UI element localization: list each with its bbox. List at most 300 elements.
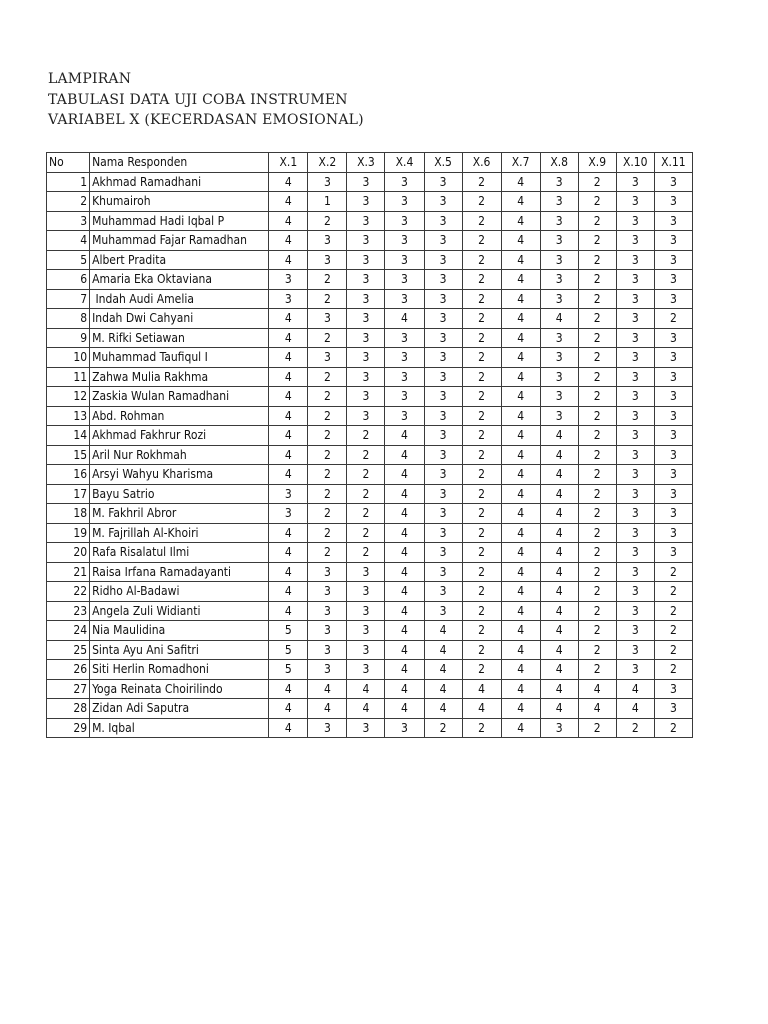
score-x6: 4 (462, 699, 501, 719)
score-x8: 3 (540, 231, 578, 251)
column-header-no: No (47, 153, 90, 173)
respondent-name: Khumairoh (90, 192, 269, 212)
score-x6: 2 (462, 367, 501, 387)
score-x10: 3 (616, 465, 654, 485)
score-x8: 4 (540, 504, 578, 524)
score-x5: 3 (424, 250, 462, 270)
score-x3: 4 (347, 699, 385, 719)
score-x9: 2 (578, 172, 616, 192)
score-x6: 2 (462, 640, 501, 660)
score-x4: 3 (385, 270, 424, 290)
row-number: 11 (47, 367, 90, 387)
score-x4: 3 (385, 387, 424, 407)
score-x8: 3 (540, 387, 578, 407)
score-x9: 2 (578, 348, 616, 368)
score-x4: 4 (385, 484, 424, 504)
score-x1: 4 (269, 387, 308, 407)
score-x1: 4 (269, 328, 308, 348)
score-x5: 4 (424, 660, 462, 680)
table-row (47, 172, 693, 192)
score-x9: 2 (578, 192, 616, 212)
score-x7: 4 (501, 270, 540, 290)
score-x10: 3 (616, 523, 654, 543)
score-x5: 3 (424, 465, 462, 485)
score-x8: 3 (540, 172, 578, 192)
score-x9: 2 (578, 484, 616, 504)
table-row (47, 211, 693, 231)
score-x9: 2 (578, 250, 616, 270)
respondent-name: M. Rifki Setiawan (90, 328, 269, 348)
column-header-x11: X.11 (654, 153, 692, 173)
score-x7: 4 (501, 679, 540, 699)
score-x8: 4 (540, 582, 578, 602)
score-x7: 4 (501, 582, 540, 602)
score-x8: 4 (540, 640, 578, 660)
table-row (47, 601, 693, 621)
score-x6: 4 (462, 679, 501, 699)
score-x2: 3 (308, 621, 347, 641)
score-x4: 3 (385, 231, 424, 251)
table-row (47, 640, 693, 660)
score-x7: 4 (501, 250, 540, 270)
score-x8: 4 (540, 601, 578, 621)
score-x9: 2 (578, 640, 616, 660)
score-x6: 2 (462, 211, 501, 231)
score-x8: 3 (540, 250, 578, 270)
score-x8: 3 (540, 192, 578, 212)
table-row (47, 523, 693, 543)
score-x9: 2 (578, 582, 616, 602)
score-x5: 3 (424, 387, 462, 407)
score-x6: 2 (462, 172, 501, 192)
score-x6: 2 (462, 718, 501, 738)
respondent-name: Arsyi Wahyu Kharisma (90, 465, 269, 485)
score-x10: 3 (616, 426, 654, 446)
score-x10: 3 (616, 621, 654, 641)
score-x9: 2 (578, 445, 616, 465)
score-x6: 2 (462, 328, 501, 348)
score-x6: 2 (462, 309, 501, 329)
row-number: 9 (47, 328, 90, 348)
header-row (47, 153, 693, 173)
score-x7: 4 (501, 699, 540, 719)
score-x7: 4 (501, 621, 540, 641)
score-x5: 3 (424, 426, 462, 446)
score-x8: 4 (540, 465, 578, 485)
score-x2: 4 (308, 699, 347, 719)
score-x4: 3 (385, 406, 424, 426)
score-x5: 3 (424, 367, 462, 387)
table-row (47, 543, 693, 563)
score-x5: 3 (424, 328, 462, 348)
score-x9: 2 (578, 660, 616, 680)
score-x6: 2 (462, 562, 501, 582)
score-x11: 2 (654, 601, 692, 621)
score-x7: 4 (501, 367, 540, 387)
score-x8: 3 (540, 289, 578, 309)
score-x3: 3 (347, 192, 385, 212)
score-x4: 4 (385, 640, 424, 660)
score-x5: 3 (424, 231, 462, 251)
score-x5: 3 (424, 348, 462, 368)
score-x1: 4 (269, 367, 308, 387)
score-x7: 4 (501, 718, 540, 738)
respondent-name: Indah Audi Amelia (90, 289, 269, 309)
score-x10: 3 (616, 543, 654, 563)
score-x4: 4 (385, 426, 424, 446)
score-x1: 4 (269, 582, 308, 602)
score-x2: 2 (308, 445, 347, 465)
score-x1: 5 (269, 621, 308, 641)
score-x9: 2 (578, 406, 616, 426)
row-number: 20 (47, 543, 90, 563)
respondent-name: M. Iqbal (90, 718, 269, 738)
score-x4: 4 (385, 582, 424, 602)
score-x11: 3 (654, 231, 692, 251)
score-x11: 3 (654, 387, 692, 407)
score-x2: 3 (308, 250, 347, 270)
score-x9: 2 (578, 562, 616, 582)
column-header-nama-responden: Nama Responden (90, 153, 269, 173)
respondent-name: Akhmad Ramadhani (90, 172, 269, 192)
score-x2: 1 (308, 192, 347, 212)
table-row (47, 309, 693, 329)
score-x8: 3 (540, 328, 578, 348)
score-x10: 3 (616, 660, 654, 680)
score-x11: 2 (654, 660, 692, 680)
score-x7: 4 (501, 406, 540, 426)
score-x3: 3 (347, 640, 385, 660)
score-x2: 3 (308, 309, 347, 329)
score-x10: 3 (616, 387, 654, 407)
score-x7: 4 (501, 562, 540, 582)
score-x7: 4 (501, 309, 540, 329)
score-x6: 2 (462, 660, 501, 680)
score-x4: 3 (385, 348, 424, 368)
score-x3: 3 (347, 387, 385, 407)
score-x6: 2 (462, 270, 501, 290)
score-x4: 4 (385, 445, 424, 465)
score-x2: 2 (308, 289, 347, 309)
row-number: 24 (47, 621, 90, 641)
score-x3: 3 (347, 660, 385, 680)
row-number: 5 (47, 250, 90, 270)
score-x8: 4 (540, 523, 578, 543)
score-x7: 4 (501, 465, 540, 485)
score-x7: 4 (501, 192, 540, 212)
score-x4: 4 (385, 504, 424, 524)
row-number: 12 (47, 387, 90, 407)
score-x3: 2 (347, 484, 385, 504)
score-x8: 4 (540, 660, 578, 680)
score-x7: 4 (501, 660, 540, 680)
score-x3: 3 (347, 211, 385, 231)
column-header-x6: X.6 (462, 153, 501, 173)
row-number: 14 (47, 426, 90, 446)
respondent-name: Zidan Adi Saputra (90, 699, 269, 719)
table-row (47, 231, 693, 251)
score-x6: 2 (462, 250, 501, 270)
score-x1: 4 (269, 192, 308, 212)
score-x7: 4 (501, 289, 540, 309)
score-x4: 3 (385, 367, 424, 387)
score-x2: 3 (308, 231, 347, 251)
score-x11: 3 (654, 543, 692, 563)
score-x1: 4 (269, 699, 308, 719)
score-x4: 3 (385, 192, 424, 212)
score-x6: 2 (462, 465, 501, 485)
score-x2: 2 (308, 543, 347, 563)
score-x8: 4 (540, 699, 578, 719)
score-x2: 2 (308, 484, 347, 504)
score-x5: 2 (424, 718, 462, 738)
score-x2: 3 (308, 601, 347, 621)
row-number: 18 (47, 504, 90, 524)
score-x1: 4 (269, 523, 308, 543)
score-x6: 2 (462, 523, 501, 543)
score-x6: 2 (462, 484, 501, 504)
score-x5: 4 (424, 621, 462, 641)
score-x2: 2 (308, 504, 347, 524)
score-x4: 4 (385, 679, 424, 699)
score-x8: 4 (540, 484, 578, 504)
score-x1: 4 (269, 562, 308, 582)
score-x8: 4 (540, 562, 578, 582)
score-x10: 3 (616, 582, 654, 602)
score-x9: 2 (578, 601, 616, 621)
score-x5: 3 (424, 582, 462, 602)
score-x10: 3 (616, 211, 654, 231)
respondent-name: M. Fakhril Abror (90, 504, 269, 524)
score-x3: 4 (347, 679, 385, 699)
score-x10: 3 (616, 309, 654, 329)
score-x11: 3 (654, 445, 692, 465)
score-x8: 4 (540, 621, 578, 641)
score-x4: 4 (385, 543, 424, 563)
score-x10: 3 (616, 192, 654, 212)
score-x5: 3 (424, 406, 462, 426)
table-row (47, 289, 693, 309)
score-x2: 3 (308, 562, 347, 582)
score-x1: 4 (269, 718, 308, 738)
score-x11: 2 (654, 309, 692, 329)
score-x1: 5 (269, 660, 308, 680)
column-header-x5: X.5 (424, 153, 462, 173)
score-x6: 2 (462, 426, 501, 446)
score-x4: 3 (385, 718, 424, 738)
score-x9: 2 (578, 621, 616, 641)
score-x8: 3 (540, 406, 578, 426)
score-x6: 2 (462, 406, 501, 426)
respondent-name: Yoga Reinata Choirilindo (90, 679, 269, 699)
score-x9: 2 (578, 211, 616, 231)
score-x3: 3 (347, 270, 385, 290)
row-number: 13 (47, 406, 90, 426)
score-x7: 4 (501, 348, 540, 368)
score-x2: 4 (308, 679, 347, 699)
score-x5: 3 (424, 270, 462, 290)
score-x1: 4 (269, 465, 308, 485)
score-x11: 2 (654, 582, 692, 602)
score-x4: 4 (385, 523, 424, 543)
table-row (47, 582, 693, 602)
score-x4: 3 (385, 172, 424, 192)
score-x7: 4 (501, 387, 540, 407)
respondent-name: Muhammad Fajar Ramadhan (90, 231, 269, 251)
table-row (47, 270, 693, 290)
score-x2: 3 (308, 640, 347, 660)
score-x5: 3 (424, 309, 462, 329)
score-x3: 3 (347, 582, 385, 602)
respondent-name: Angela Zuli Widianti (90, 601, 269, 621)
score-x1: 3 (269, 504, 308, 524)
score-x1: 4 (269, 601, 308, 621)
score-x5: 3 (424, 601, 462, 621)
score-x1: 3 (269, 484, 308, 504)
score-x2: 3 (308, 172, 347, 192)
table-row (47, 699, 693, 719)
score-x4: 4 (385, 621, 424, 641)
score-x10: 3 (616, 289, 654, 309)
score-x11: 3 (654, 172, 692, 192)
score-x7: 4 (501, 523, 540, 543)
score-x7: 4 (501, 172, 540, 192)
score-x1: 4 (269, 679, 308, 699)
score-x8: 3 (540, 718, 578, 738)
score-x6: 2 (462, 348, 501, 368)
score-x11: 3 (654, 426, 692, 446)
respondent-name: Nia Maulidina (90, 621, 269, 641)
score-x4: 3 (385, 211, 424, 231)
score-x3: 3 (347, 231, 385, 251)
column-header-x3: X.3 (347, 153, 385, 173)
score-x5: 3 (424, 289, 462, 309)
score-x8: 3 (540, 211, 578, 231)
score-x6: 2 (462, 601, 501, 621)
score-x5: 3 (424, 504, 462, 524)
score-x11: 3 (654, 211, 692, 231)
heading-line-tabulasi: TABULASI DATA UJI COBA INSTRUMEN (48, 91, 348, 108)
score-x2: 2 (308, 406, 347, 426)
column-header-x10: X.10 (616, 153, 654, 173)
row-number: 6 (47, 270, 90, 290)
score-x3: 2 (347, 543, 385, 563)
score-x6: 2 (462, 504, 501, 524)
heading-line-variabel: VARIABEL X (KECERDASAN EMOSIONAL) (48, 112, 364, 128)
score-x1: 4 (269, 231, 308, 251)
score-x11: 3 (654, 504, 692, 524)
score-x2: 2 (308, 211, 347, 231)
score-x1: 4 (269, 172, 308, 192)
table-row (47, 406, 693, 426)
table-row (47, 426, 693, 446)
score-x7: 4 (501, 426, 540, 446)
table-row (47, 328, 693, 348)
column-header-x7: X.7 (501, 153, 540, 173)
column-header-x1: X.1 (269, 153, 308, 173)
score-x11: 3 (654, 270, 692, 290)
score-x11: 3 (654, 192, 692, 212)
table-row (47, 621, 693, 641)
score-x10: 3 (616, 270, 654, 290)
row-number: 10 (47, 348, 90, 368)
score-x9: 2 (578, 718, 616, 738)
score-x11: 2 (654, 621, 692, 641)
table-row (47, 192, 693, 212)
score-x9: 2 (578, 465, 616, 485)
row-number: 7 (47, 289, 90, 309)
document-heading (48, 69, 364, 131)
score-x11: 3 (654, 699, 692, 719)
score-x10: 3 (616, 562, 654, 582)
score-x6: 2 (462, 387, 501, 407)
score-x6: 2 (462, 231, 501, 251)
row-number: 21 (47, 562, 90, 582)
score-x4: 4 (385, 465, 424, 485)
score-x1: 4 (269, 348, 308, 368)
score-x3: 3 (347, 601, 385, 621)
row-number: 19 (47, 523, 90, 543)
score-x6: 2 (462, 445, 501, 465)
score-x8: 4 (540, 309, 578, 329)
column-header-x2: X.2 (308, 153, 347, 173)
score-x9: 2 (578, 387, 616, 407)
row-number: 27 (47, 679, 90, 699)
respondent-name: Raisa Irfana Ramadayanti (90, 562, 269, 582)
score-x1: 4 (269, 543, 308, 563)
score-x9: 2 (578, 523, 616, 543)
respondent-name: Zaskia Wulan Ramadhani (90, 387, 269, 407)
score-x9: 4 (578, 699, 616, 719)
score-x9: 2 (578, 309, 616, 329)
score-x11: 3 (654, 523, 692, 543)
score-x3: 3 (347, 250, 385, 270)
score-x4: 4 (385, 601, 424, 621)
score-x5: 4 (424, 679, 462, 699)
respondent-name: Siti Herlin Romadhoni (90, 660, 269, 680)
score-x5: 4 (424, 699, 462, 719)
score-x2: 2 (308, 367, 347, 387)
score-x3: 3 (347, 328, 385, 348)
respondent-name: Bayu Satrio (90, 484, 269, 504)
row-number: 28 (47, 699, 90, 719)
score-x8: 3 (540, 367, 578, 387)
score-x2: 2 (308, 426, 347, 446)
score-x1: 4 (269, 211, 308, 231)
score-x6: 2 (462, 192, 501, 212)
row-number: 4 (47, 231, 90, 251)
score-x4: 4 (385, 309, 424, 329)
score-x3: 3 (347, 621, 385, 641)
score-x2: 2 (308, 270, 347, 290)
row-number: 23 (47, 601, 90, 621)
score-x5: 3 (424, 562, 462, 582)
score-x11: 2 (654, 640, 692, 660)
score-x3: 2 (347, 465, 385, 485)
score-x7: 4 (501, 640, 540, 660)
score-x8: 3 (540, 270, 578, 290)
score-x3: 2 (347, 445, 385, 465)
row-number: 15 (47, 445, 90, 465)
score-x11: 3 (654, 484, 692, 504)
score-x11: 2 (654, 562, 692, 582)
respondent-name: Muhammad Hadi Iqbal P (90, 211, 269, 231)
score-x11: 3 (654, 328, 692, 348)
score-x1: 5 (269, 640, 308, 660)
score-x5: 3 (424, 523, 462, 543)
respondent-name: Aril Nur Rokhmah (90, 445, 269, 465)
score-x10: 3 (616, 367, 654, 387)
